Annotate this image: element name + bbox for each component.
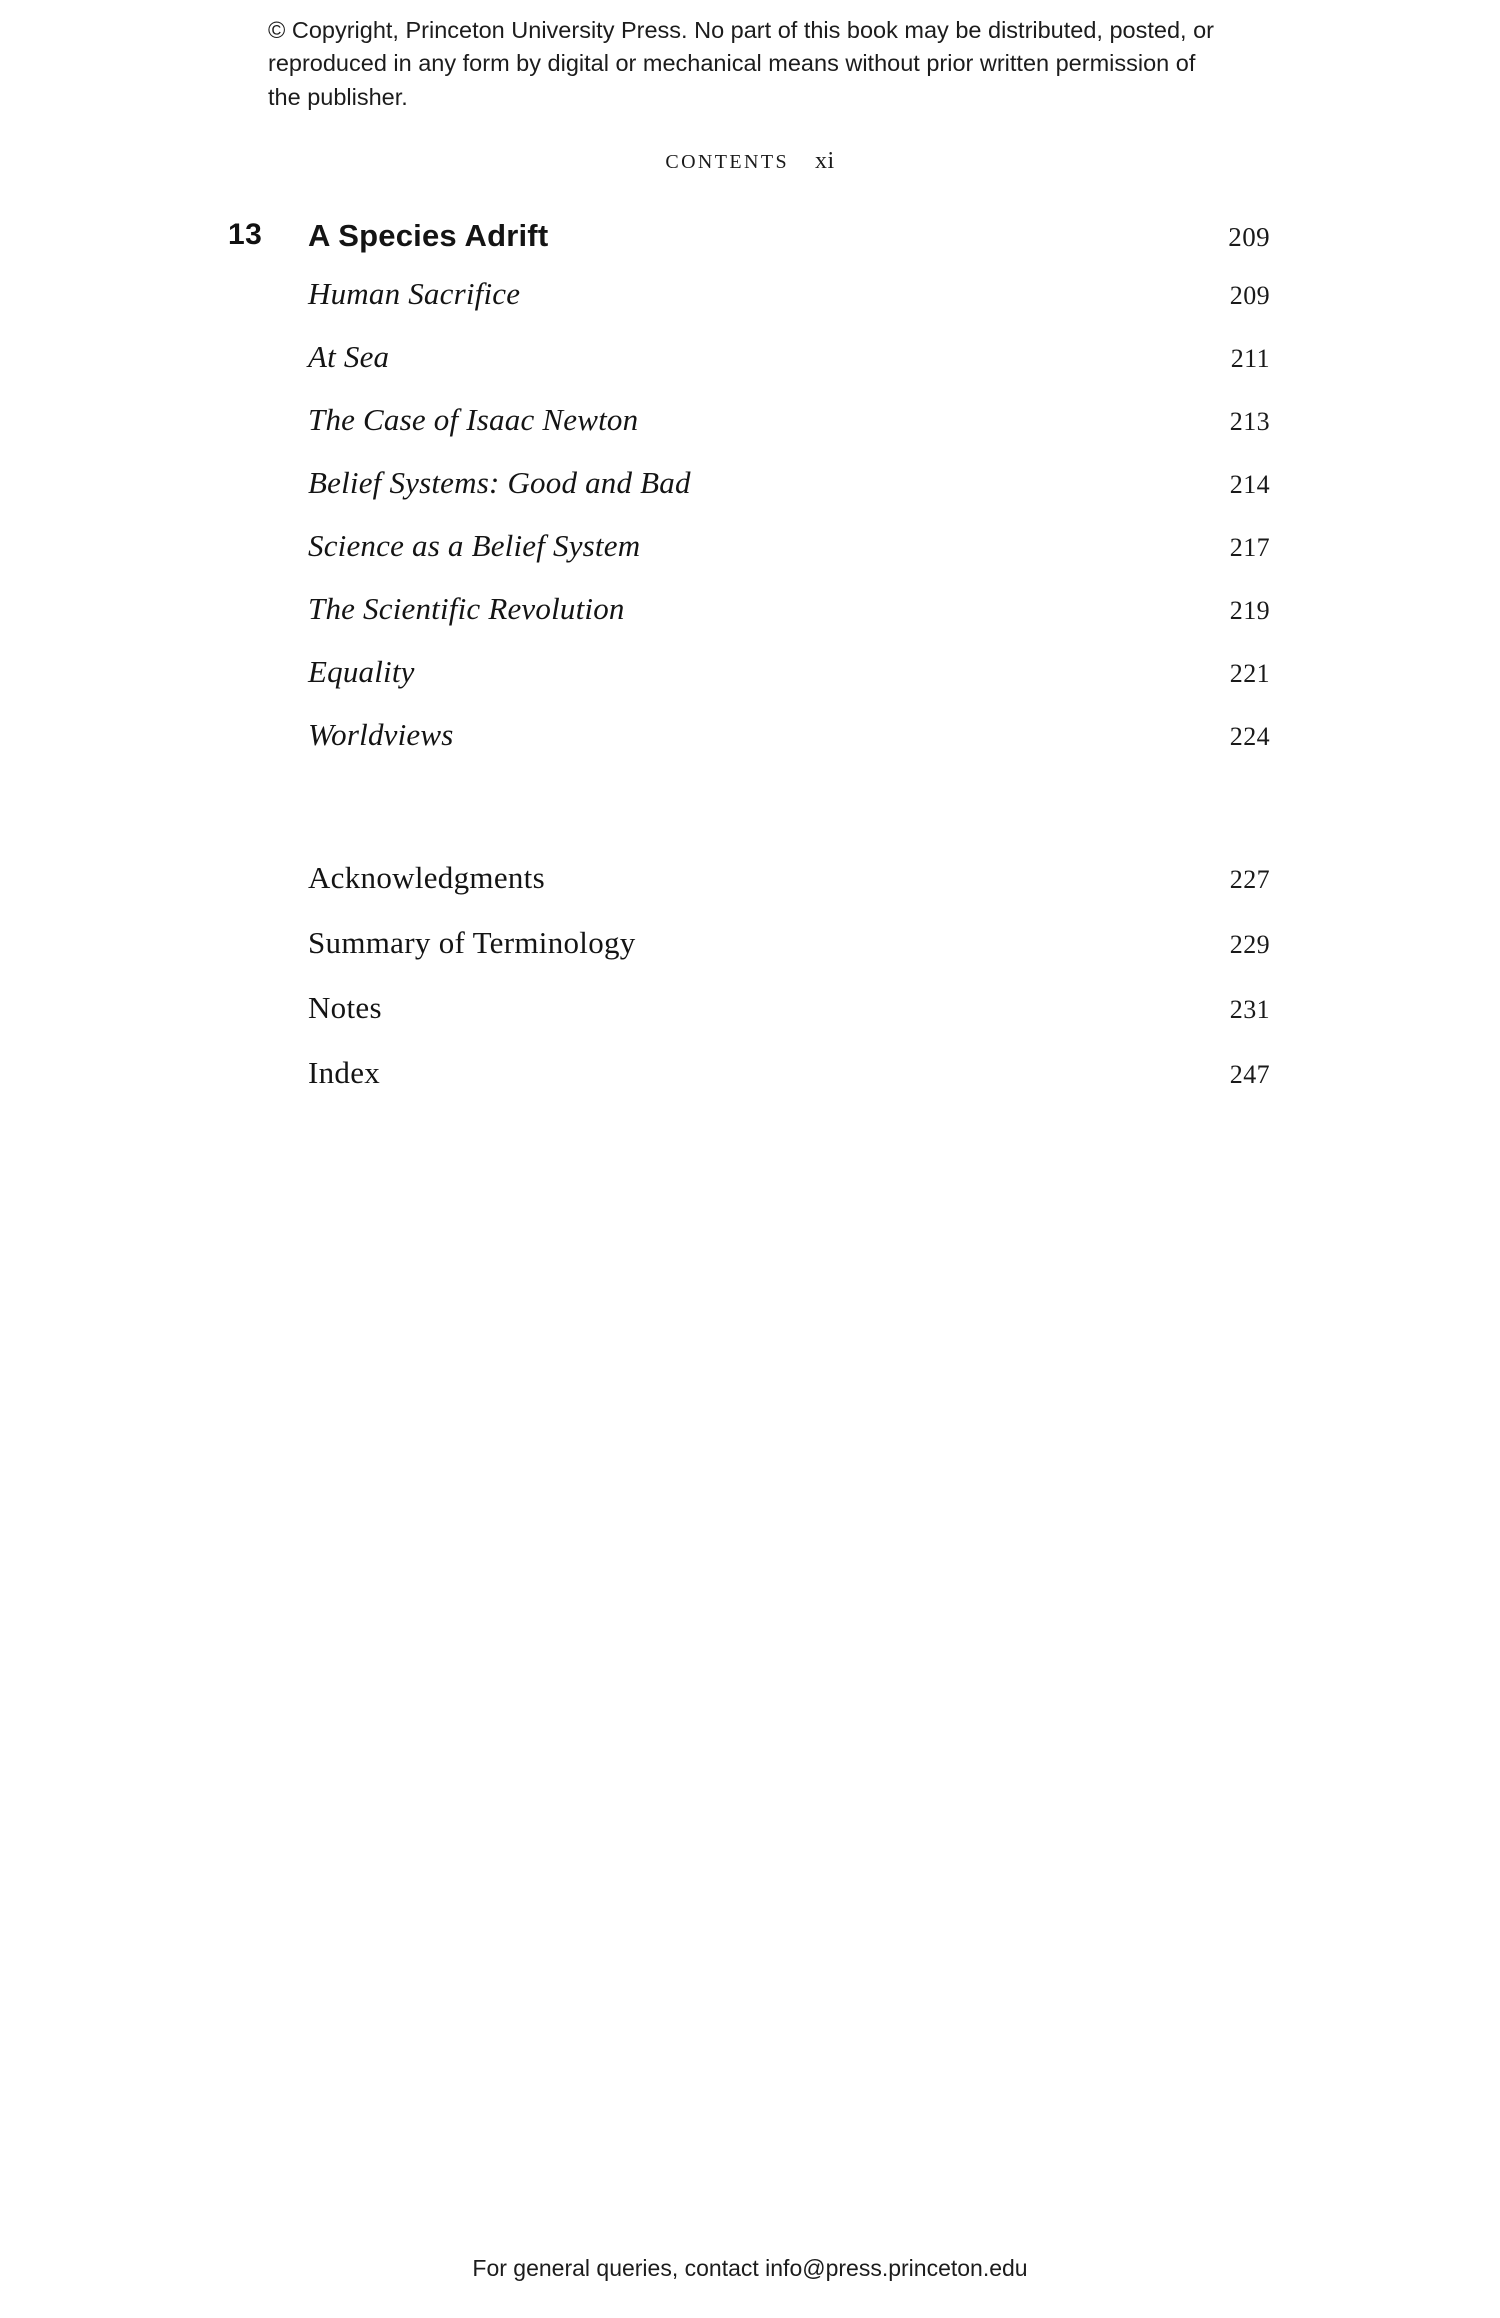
section-page-number: 224	[1229, 722, 1270, 751]
running-head	[0, 148, 1500, 175]
chapter-title: A Species Adrift	[308, 218, 549, 253]
section-title: Belief Systems: Good and Bad	[308, 465, 691, 500]
toc-backmatter-entry[interactable]	[228, 1055, 1270, 1095]
page-folio: xi	[814, 148, 835, 174]
toc-section-entry[interactable]	[228, 654, 1270, 694]
section-title: At Sea	[308, 339, 390, 374]
toc-section-entry[interactable]	[228, 528, 1270, 568]
running-head-label: CONTENTS	[665, 151, 789, 173]
backmatter-title: Notes	[308, 990, 382, 1025]
section-page-number: 211	[1230, 344, 1270, 373]
backmatter-title: Summary of Terminology	[308, 925, 636, 960]
footer-query-notice: For general queries, contact info@press.princeton.edu	[472, 2255, 1028, 2281]
chapter-page-number: 209	[1228, 222, 1270, 252]
backmatter-page-number: 229	[1229, 930, 1270, 959]
toc-spacer	[228, 780, 1270, 860]
backmatter-page-number: 231	[1229, 995, 1270, 1024]
backmatter-page-number: 227	[1229, 865, 1270, 894]
toc-section-entry[interactable]	[228, 276, 1270, 316]
section-page-number: 221	[1229, 659, 1270, 688]
table-of-contents	[228, 218, 1270, 1120]
section-title: The Case of Isaac Newton	[308, 402, 639, 437]
toc-backmatter-entry[interactable]	[228, 925, 1270, 965]
toc-section-entry[interactable]	[228, 591, 1270, 631]
chapter-number: 13	[228, 218, 263, 251]
section-title: Equality	[308, 654, 415, 689]
section-title: Worldviews	[308, 717, 454, 752]
section-page-number: 213	[1229, 407, 1270, 436]
backmatter-title: Acknowledgments	[308, 860, 545, 895]
section-title: Science as a Belief System	[308, 528, 641, 563]
toc-chapter-entry[interactable]	[228, 218, 1270, 258]
toc-backmatter-entry[interactable]	[228, 990, 1270, 1030]
section-title: The Scientific Revolution	[308, 591, 625, 626]
backmatter-page-number: 247	[1229, 1060, 1270, 1089]
section-page-number: 217	[1229, 533, 1270, 562]
section-page-number: 209	[1229, 281, 1270, 310]
copyright-notice: © Copyright, Princeton University Press. No part of this book may be distributed, posted, or reproduced in any form by digital or mechanical means without prior written permission of the publisher.	[268, 17, 1214, 110]
toc-section-entry[interactable]	[228, 339, 1270, 379]
section-page-number: 219	[1229, 596, 1270, 625]
backmatter-title: Index	[308, 1055, 381, 1090]
section-title: Human Sacrifice	[308, 276, 521, 311]
toc-backmatter-entry[interactable]	[228, 860, 1270, 900]
toc-section-entry[interactable]	[228, 717, 1270, 757]
toc-section-entry[interactable]	[228, 465, 1270, 505]
section-page-number: 214	[1229, 470, 1270, 499]
toc-section-entry[interactable]	[228, 402, 1270, 442]
